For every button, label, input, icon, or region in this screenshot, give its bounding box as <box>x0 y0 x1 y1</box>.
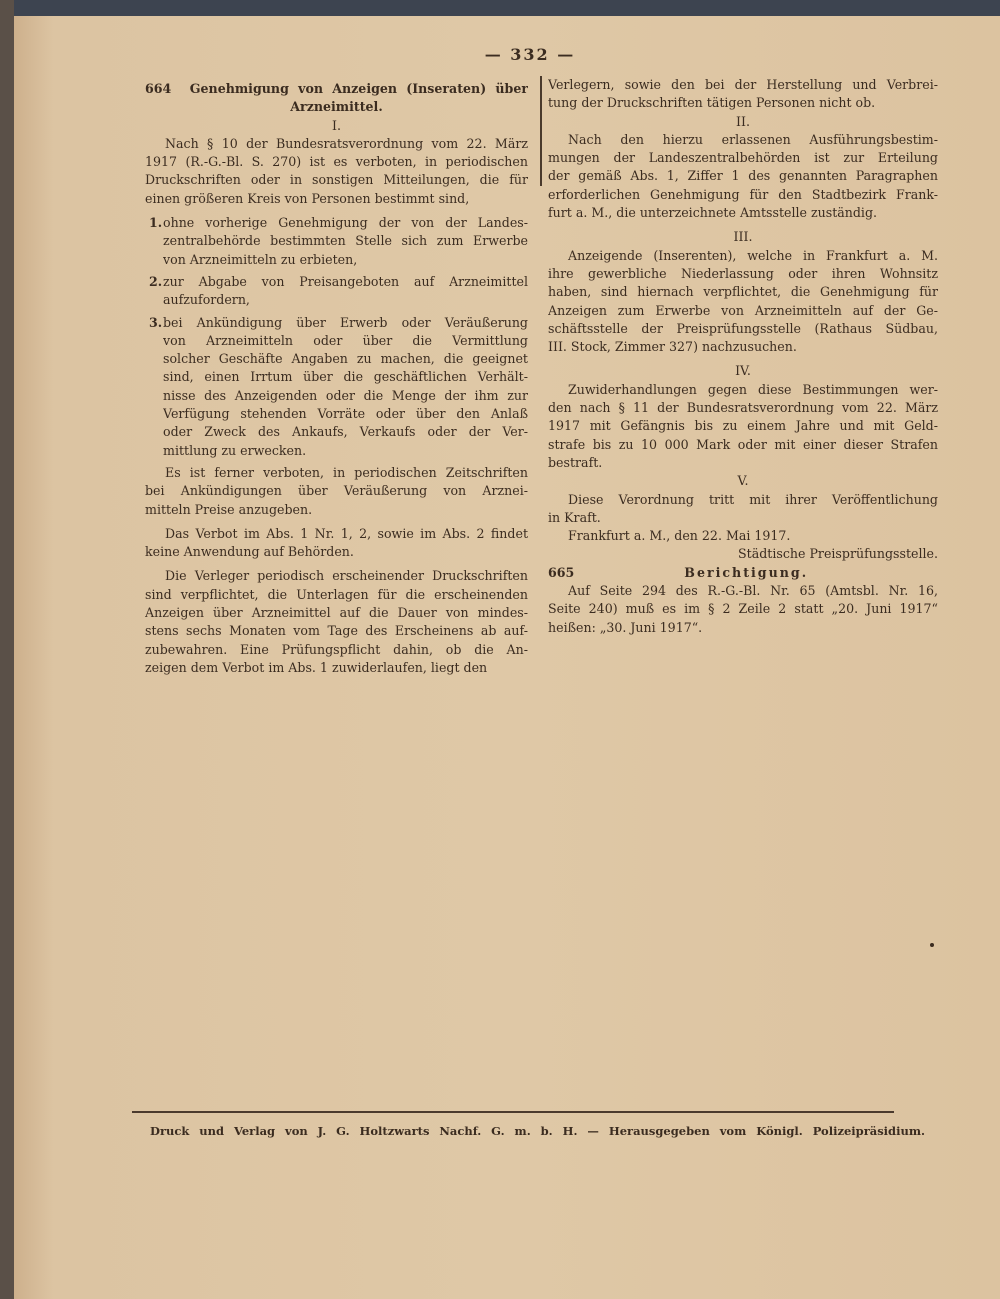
list-item <box>145 214 528 269</box>
text-line: den nach § 11 der Bundesratsverordnung vom 22. März <box>548 400 938 416</box>
text-line: tung der Druckschriften tätigen Personen nicht ob. <box>548 95 876 111</box>
text-line: heißen: „30. Juni 1917“. <box>548 619 703 635</box>
paragraph <box>145 567 528 677</box>
text-line: zubewahren. Eine Prüfungspflicht dahin, ob die An- <box>145 641 528 657</box>
text-line: der gemäß Abs. 1, Ziffer 1 des genannten Paragraphen <box>548 168 938 184</box>
list-item <box>145 273 528 310</box>
correction-paragraph <box>548 582 938 637</box>
text-line: 1917 (R.-G.-Bl. S. 270) ist es verboten, in periodischen <box>145 154 528 170</box>
text-line: 1917 mit Gefängnis bis zu einem Jahre und mit Geld- <box>548 418 938 434</box>
text-line: ihre gewerbliche Niederlassung oder ihren Wohnsitz <box>548 265 938 281</box>
heading-line: Genehmigung von Anzeigen (Inseraten) über <box>189 81 528 96</box>
text-line: von Arzneimitteln oder über die Vermittlung <box>163 332 528 348</box>
text-line: Diese Verordnung tritt mit ihrer Veröffentlichung <box>568 491 938 507</box>
article-number: 665 <box>548 564 575 580</box>
text-line: erforderlichen Genehmigung für den Stadtbezirk Frank- <box>548 186 938 202</box>
paragraph <box>145 525 528 562</box>
text-line: mitteln Preise anzugeben. <box>145 501 313 517</box>
paragraph <box>548 131 938 222</box>
correction-heading <box>548 564 938 582</box>
text-line: bei Ankündigung über Erwerb oder Veräußerung <box>163 314 528 330</box>
text-line: aufzufordern, <box>163 292 250 308</box>
page-number: — 332 — <box>484 45 576 64</box>
item-number: 2. <box>149 273 163 289</box>
text-line: in Kraft. <box>548 509 601 525</box>
text-line: Es ist ferner verboten, in periodischen Zeitschriften <box>165 464 528 480</box>
text-line: Das Verbot im Abs. 1 Nr. 1, 2, sowie im Abs. 2 findet <box>165 525 528 541</box>
imprint: Druck und Verlag von J. G. Holtzwarts Nachf. G. m. b. H. — Herausgegeben vom Königl. Polizeipräsidium. <box>150 1124 925 1138</box>
text-line: Anzeigende (Inserenten), welche in Frankfurt a. M. <box>568 247 938 263</box>
text-line: mittlung zu erwecken. <box>163 442 307 458</box>
text-line: Verlegern, sowie den bei der Herstellung und Verbrei- <box>548 77 938 92</box>
heading-line-2: Arzneimittel. <box>290 99 383 115</box>
section-numeral: I. <box>332 117 341 133</box>
text-line: bestraft. <box>548 454 603 470</box>
section-numeral: V. <box>737 473 749 489</box>
date-line: Frankfurt a. M., den 22. Mai 1917. <box>568 528 791 544</box>
text-line: Anzeigen zum Erwerbe von Arzneimitteln auf der Ge- <box>548 302 938 318</box>
text-line: Nach § 10 der Bundesratsverordnung vom 22. März <box>165 135 528 151</box>
right-column <box>548 76 938 637</box>
text-line: Verfügung stehenden Vorräte oder über den Anlaß <box>163 406 528 422</box>
text-line: zeigen dem Verbot im Abs. 1 zuwiderlaufen, liegt den <box>145 659 488 675</box>
text-line: mungen der Landeszentralbehörden ist zur Erteilung <box>548 150 938 166</box>
text-line: solcher Geschäfte Angaben zu machen, die geeignet <box>163 351 528 367</box>
text-line: Anzeigen über Arzneimittel auf die Dauer von mindes- <box>145 605 528 621</box>
section-numeral: III. <box>733 229 753 245</box>
article-number: 664 <box>145 81 172 96</box>
item-number: 3. <box>149 314 163 330</box>
text-line: Zuwiderhandlungen gegen diese Bestimmungen wer- <box>568 381 938 397</box>
margin-line <box>540 76 542 186</box>
text-line: zur Abgabe von Preisangeboten auf Arzneimittel <box>163 273 528 289</box>
paragraph <box>145 464 528 519</box>
item-number: 1. <box>149 215 163 231</box>
article-heading <box>145 80 528 98</box>
text-line: Auf Seite 294 des R.-G.-Bl. Nr. 65 (Amtsbl. Nr. 16, <box>568 583 938 599</box>
text-line: III. Stock, Zimmer 327) nachzusuchen. <box>548 339 797 355</box>
text-line: keine Anwendung auf Behörden. <box>145 544 354 560</box>
ink-speck <box>930 943 934 947</box>
text-line: Seite 240) muß es im § 2 Zeile 2 statt „20. Juni 1917“ <box>548 601 938 617</box>
section-numeral: II. <box>736 113 750 129</box>
text-line: strafe bis zu 10 000 Mark oder mit einer dieser Strafen <box>548 436 938 452</box>
paragraph <box>548 381 938 472</box>
text-line: Die Verleger periodisch erscheinender Druckschriften <box>165 568 528 584</box>
list-item <box>145 314 528 460</box>
text-line: bei Ankündigungen über Veräußerung von Arznei- <box>145 483 528 499</box>
scan-left-edge <box>0 0 14 1299</box>
section-numeral: IV. <box>735 363 751 379</box>
left-column <box>145 80 528 677</box>
text-line: ohne vorherige Genehmigung der von der Landes- <box>163 215 528 231</box>
text-line: sind verpflichtet, die Unterlagen für die erscheinenden <box>145 586 528 602</box>
text-line: haben, sind hiernach verpflichtet, die Genehmigung für <box>548 284 938 300</box>
footer-rule <box>132 1111 894 1113</box>
text-line: stens sechs Monaten vom Tage des Erscheinens ab auf- <box>145 623 528 639</box>
item-list <box>145 214 528 464</box>
intro-paragraph <box>145 135 528 208</box>
paragraph <box>548 491 938 528</box>
text-line: schäftsstelle der Preisprüfungsstelle (Rathaus Südbau, <box>548 320 938 336</box>
text-line: furt a. M., die unterzeichnete Amtsstelle zuständig. <box>548 205 878 221</box>
text-line: Nach den hierzu erlassenen Ausführungsbestim- <box>568 131 938 147</box>
text-line: einen größeren Kreis von Personen bestimmt sind, <box>145 190 470 206</box>
paragraph-continued <box>548 76 938 113</box>
correction-title: Berichtigung. <box>684 564 809 580</box>
scan-top-edge <box>0 0 1000 16</box>
text-line: nisse des Anzeigenden oder die Menge der ihm zur <box>163 387 528 403</box>
signature: Städtische Preisprüfungsstelle. <box>738 546 938 562</box>
text-line: sind, einen Irrtum über die geschäftlichen Verhält- <box>163 369 528 385</box>
text-line: zentralbehörde bestimmten Stelle sich zum Erwerbe <box>163 233 528 249</box>
text-line: Druckschriften oder in sonstigen Mitteilungen, die für <box>145 172 528 188</box>
text-line: von Arzneimitteln zu erbieten, <box>163 251 358 267</box>
text-line: oder Zweck des Ankaufs, Verkaufs oder der Ver- <box>163 424 528 440</box>
paragraph <box>548 247 938 357</box>
